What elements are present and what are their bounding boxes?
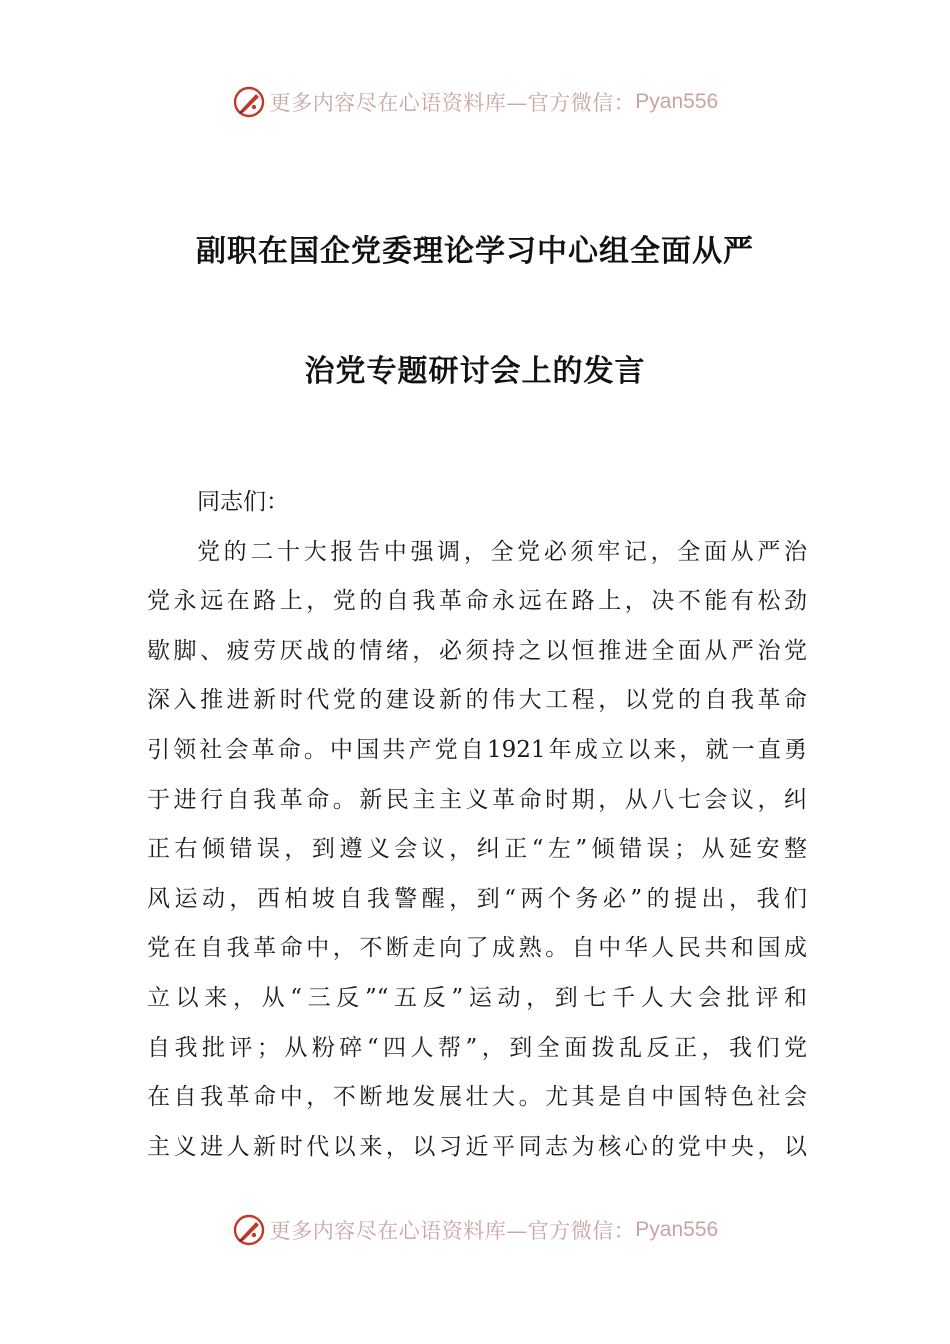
body-line: 在自我革命中，不断地发展壮大。尤其是自中国特色社会 bbox=[147, 1084, 807, 1111]
body-line: 立以来，从“三反”“五反”运动，到七千人大会批评和 bbox=[147, 984, 807, 1011]
body-line: 正右倾错误，到遵义会议，纠正“左”倾错误；从延安整 bbox=[147, 836, 807, 863]
body-line: 于进行自我革命。新民主主义革命时期，从八七会议，纠 bbox=[147, 786, 807, 813]
body-line: 自我批评；从粉碎“四人帮”，到全面拨乱反正，我们党 bbox=[147, 1034, 807, 1061]
body-line: 党的二十大报告中强调，全党必须牢记，全面从严治 bbox=[197, 538, 807, 565]
body-line: 歇脚、疲劳厌战的情绪，必须持之以恒推进全面从严治党 bbox=[147, 637, 807, 664]
watermark-wechat-id: Pyan556 bbox=[635, 1218, 719, 1241]
body-line: 党在自我革命中，不断走向了成熟。自中华人民共和国成 bbox=[147, 935, 807, 962]
document-title-line-1: 副职在国企党委理论学习中心组全面从严 bbox=[196, 234, 754, 269]
salutation: 同志们： bbox=[197, 489, 289, 515]
watermark-banner-bottom bbox=[0, 1208, 950, 1252]
body-line: 主义进人新时代以来，以习近平同志为核心的党中央，以 bbox=[147, 1133, 807, 1160]
watermark-banner-top bbox=[0, 80, 950, 124]
watermark-text: 更多内容尽在心语资料库—官方微信： bbox=[269, 1219, 636, 1243]
body-line: 深入推进新时代党的建设新的伟大工程，以党的自我革命 bbox=[147, 687, 807, 714]
document-title-line-2: 治党专题研讨会上的发言 bbox=[304, 354, 646, 389]
pen-seal-icon bbox=[232, 85, 266, 119]
body-line: 引领社会革命。中国共产党自1921年成立以来，就一直勇 bbox=[147, 736, 807, 763]
body-line: 党永远在路上，党的自我革命永远在路上，决不能有松劲 bbox=[147, 588, 807, 615]
watermark-text: 更多内容尽在心语资料库—官方微信： bbox=[269, 91, 636, 115]
watermark-wechat-id: Pyan556 bbox=[635, 90, 719, 113]
document-body bbox=[147, 478, 807, 1172]
body-line: 风运动，西柏坡自我警醒，到“两个务必”的提出，我们 bbox=[147, 885, 807, 912]
pen-seal-icon bbox=[232, 1213, 266, 1247]
